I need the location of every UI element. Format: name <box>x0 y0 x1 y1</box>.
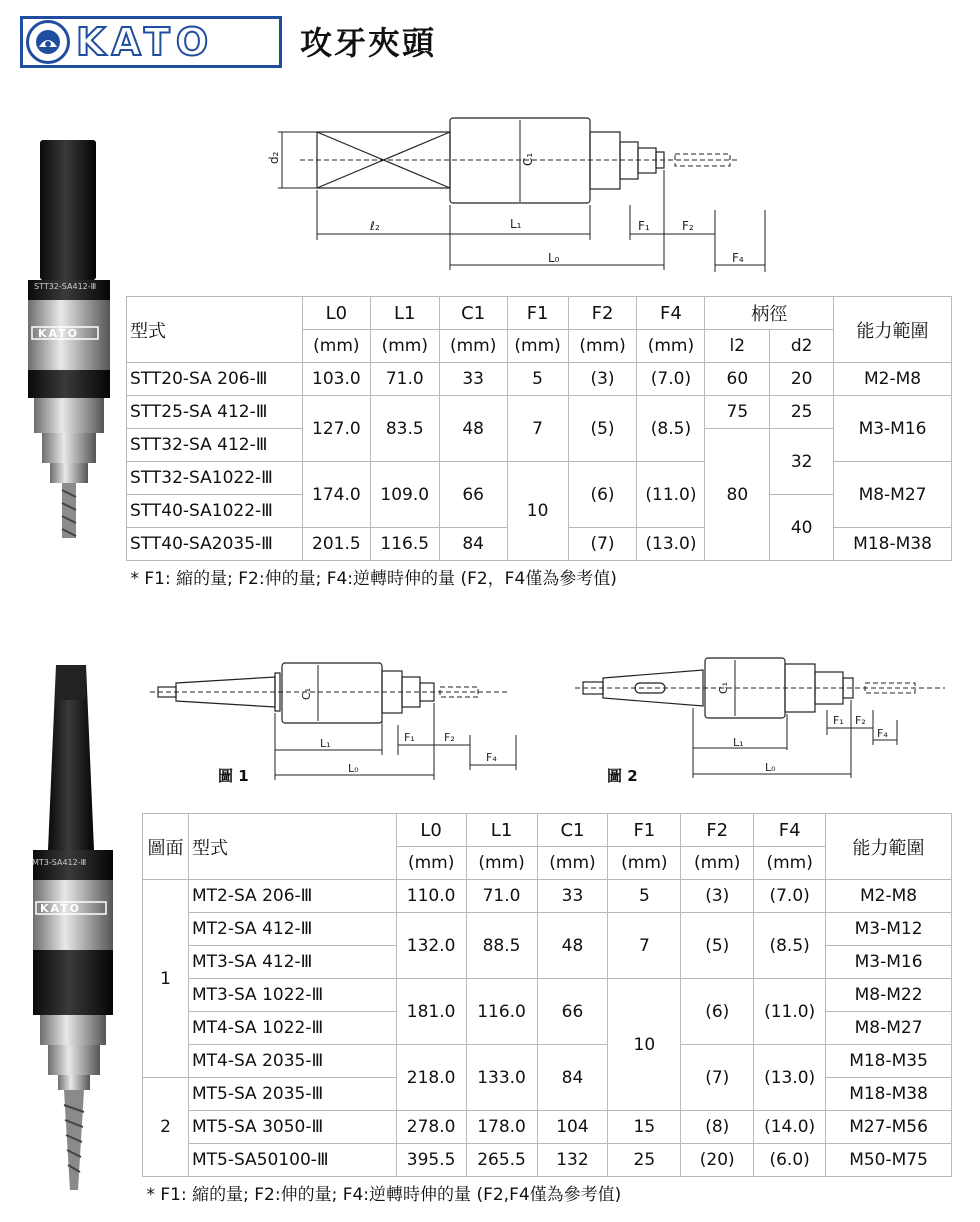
cell-L1: 116.5 <box>370 528 439 561</box>
cell-model: MT2-SA 412-Ⅲ <box>188 913 396 946</box>
cell-L0: 103.0 <box>302 363 370 396</box>
cell-F4: (14.0) <box>754 1111 826 1144</box>
unit-L1: (mm) <box>466 847 537 880</box>
cell-L0: 127.0 <box>302 396 370 462</box>
logo-emblem-icon <box>26 20 70 64</box>
cell-F1: 10 <box>608 979 681 1111</box>
cell-C1: 84 <box>537 1045 608 1111</box>
cell-F4: (8.5) <box>637 396 705 462</box>
label-C1: C₁ <box>717 681 730 694</box>
unit-F4: (mm) <box>637 330 705 363</box>
cell-F2: (7) <box>681 1045 754 1111</box>
header-F1: F1 <box>507 297 568 330</box>
product-engraving: MT3-SA412-Ⅲ <box>32 858 87 867</box>
label-C1: C₁ <box>521 152 535 166</box>
unit-L0: (mm) <box>396 847 466 880</box>
cell-L1: 265.5 <box>466 1144 537 1177</box>
cell-L0: 278.0 <box>396 1111 466 1144</box>
cell-F2: (5) <box>681 913 754 979</box>
cell-model: MT5-SA 3050-Ⅲ <box>188 1111 396 1144</box>
cell-F4: (13.0) <box>754 1045 826 1111</box>
cell-L0: 395.5 <box>396 1144 466 1177</box>
kato-logo <box>20 16 282 68</box>
header-F4: F4 <box>754 814 826 847</box>
cell-range: M8-M22 <box>826 979 952 1012</box>
header-L1: L1 <box>466 814 537 847</box>
mt-figure-2-drawing <box>575 650 955 780</box>
header-C1: C1 <box>537 814 608 847</box>
cell-d2: 20 <box>770 363 834 396</box>
cell-model: STT40-SA1022-Ⅲ <box>127 495 303 528</box>
stt-spec-table <box>126 296 952 593</box>
label-F2: F₂ <box>855 714 866 727</box>
cell-F1: 7 <box>507 396 568 462</box>
cell-range: M27-M56 <box>826 1111 952 1144</box>
table-row <box>143 979 952 1012</box>
cell-L1: 116.0 <box>466 979 537 1045</box>
cell-model: MT4-SA 1022-Ⅲ <box>188 1012 396 1045</box>
cell-model: MT3-SA 412-Ⅲ <box>188 946 396 979</box>
label-F4: F₄ <box>732 251 744 265</box>
unit-F1: (mm) <box>507 330 568 363</box>
cell-F2: (8) <box>681 1111 754 1144</box>
unit-L0: (mm) <box>302 330 370 363</box>
table-row <box>143 913 952 946</box>
header-range: 能力範圍 <box>826 814 952 880</box>
unit-F2: (mm) <box>568 330 637 363</box>
label-L0: L₀ <box>348 762 359 775</box>
header-d2: d2 <box>770 330 834 363</box>
cell-range: M2-M8 <box>826 880 952 913</box>
cell-C1: 33 <box>439 363 507 396</box>
cell-L0: 218.0 <box>396 1045 466 1111</box>
header-model: 型式 <box>127 297 303 363</box>
cell-C1: 48 <box>537 913 608 979</box>
label-l2: ℓ₂ <box>370 219 380 233</box>
cell-F2: (3) <box>568 363 637 396</box>
cell-range: M3-M12 <box>826 913 952 946</box>
header-l2: l2 <box>705 330 770 363</box>
cell-range: M50-M75 <box>826 1144 952 1177</box>
cell-range: M8-M27 <box>826 1012 952 1045</box>
header-C1: C1 <box>439 297 507 330</box>
unit-L1: (mm) <box>370 330 439 363</box>
cell-model: STT20-SA 206-Ⅲ <box>127 363 303 396</box>
cell-F1: 15 <box>608 1111 681 1144</box>
header-shank: 柄徑 <box>705 297 834 330</box>
cell-model: MT3-SA 1022-Ⅲ <box>188 979 396 1012</box>
cell-C1: 66 <box>537 979 608 1045</box>
cell-F1: 25 <box>608 1144 681 1177</box>
cell-F4: (13.0) <box>637 528 705 561</box>
cell-range: M2-M8 <box>834 363 952 396</box>
label-L1: L₁ <box>733 736 744 749</box>
cell-C1: 132 <box>537 1144 608 1177</box>
label-L1: L₁ <box>320 737 331 750</box>
label-F1: F₁ <box>638 219 650 233</box>
table-row <box>143 880 952 913</box>
cell-model: MT2-SA 206-Ⅲ <box>188 880 396 913</box>
cell-model: STT32-SA1022-Ⅲ <box>127 462 303 495</box>
cell-L1: 71.0 <box>370 363 439 396</box>
product-brand-engraving: KATO <box>38 327 80 340</box>
table-row <box>127 396 952 429</box>
label-F2: F₂ <box>444 731 455 744</box>
header-model: 型式 <box>188 814 396 880</box>
table-row <box>143 1045 952 1078</box>
cell-C1: 84 <box>439 528 507 561</box>
cell-L1: 71.0 <box>466 880 537 913</box>
figure-2-label: 圖 2 <box>607 767 638 785</box>
cell-L0: 201.5 <box>302 528 370 561</box>
cell-L1: 88.5 <box>466 913 537 979</box>
cell-d2: 32 <box>770 429 834 495</box>
header-F2: F2 <box>681 814 754 847</box>
table-note: * F1: 縮的量; F2:伸的量; F4:逆轉時伸的量 (F2,F4僅為參考值) <box>146 1185 622 1206</box>
product-engraving: STT32-SA412-Ⅲ <box>34 282 97 291</box>
cell-L0: 110.0 <box>396 880 466 913</box>
header-F1: F1 <box>608 814 681 847</box>
cell-F1: 5 <box>608 880 681 913</box>
cell-model: STT40-SA2035-Ⅲ <box>127 528 303 561</box>
unit-C1: (mm) <box>537 847 608 880</box>
cell-l2: 80 <box>705 429 770 561</box>
cell-range: M18-M35 <box>826 1045 952 1078</box>
cell-d2: 40 <box>770 495 834 561</box>
cell-range: M8-M27 <box>834 462 952 528</box>
header-L1: L1 <box>370 297 439 330</box>
table-note: * F1: 縮的量; F2:伸的量; F4:逆轉時伸的量 (F2，F4僅為參考值) <box>130 569 617 590</box>
cell-range: M18-M38 <box>834 528 952 561</box>
header-range: 能力範圍 <box>834 297 952 363</box>
label-d2: d₂ <box>267 151 281 164</box>
cell-F2: (3) <box>681 880 754 913</box>
cell-l2: 75 <box>705 396 770 429</box>
label-F4: F₄ <box>877 727 888 740</box>
cell-L1: 109.0 <box>370 462 439 528</box>
cell-F4: (8.5) <box>754 913 826 979</box>
table-row <box>143 1111 952 1144</box>
cell-C1: 48 <box>439 396 507 462</box>
header-F2: F2 <box>568 297 637 330</box>
cell-F2: (6) <box>681 979 754 1045</box>
cell-F2: (7) <box>568 528 637 561</box>
label-F1: F₁ <box>833 714 844 727</box>
header-figure: 圖面 <box>143 814 189 880</box>
cell-range: M3-M16 <box>834 396 952 462</box>
cell-L1: 178.0 <box>466 1111 537 1144</box>
label-F1: F₁ <box>404 731 415 744</box>
cell-F1: 7 <box>608 913 681 979</box>
header-L0: L0 <box>396 814 466 847</box>
cell-F4: (6.0) <box>754 1144 826 1177</box>
unit-F1: (mm) <box>608 847 681 880</box>
cell-d2: 25 <box>770 396 834 429</box>
cell-F1: 10 <box>507 462 568 561</box>
label-L1: L₁ <box>510 217 522 231</box>
label-C1: C₁ <box>300 687 313 700</box>
unit-C1: (mm) <box>439 330 507 363</box>
mt-figure-1-drawing <box>150 655 530 785</box>
cell-F2: (20) <box>681 1144 754 1177</box>
cell-F2: (5) <box>568 396 637 462</box>
cell-F4: (11.0) <box>637 462 705 528</box>
cell-L1: 83.5 <box>370 396 439 462</box>
unit-F4: (mm) <box>754 847 826 880</box>
header-F4: F4 <box>637 297 705 330</box>
cell-figure: 2 <box>143 1078 189 1177</box>
cell-model: MT5-SA 2035-Ⅲ <box>188 1078 396 1111</box>
cell-model: STT32-SA 412-Ⅲ <box>127 429 303 462</box>
cell-l2: 60 <box>705 363 770 396</box>
mt-tapping-chuck-photo <box>28 660 118 1195</box>
cell-L0: 132.0 <box>396 913 466 979</box>
cell-L0: 181.0 <box>396 979 466 1045</box>
stt-tapping-chuck-photo <box>20 135 120 545</box>
cell-figure: 1 <box>143 880 189 1078</box>
cell-model: STT25-SA 412-Ⅲ <box>127 396 303 429</box>
mt-spec-table <box>142 813 952 1209</box>
label-F4: F₄ <box>486 751 497 764</box>
table-row <box>143 1144 952 1177</box>
cell-model: MT4-SA 2035-Ⅲ <box>188 1045 396 1078</box>
label-L0: L₀ <box>765 761 776 774</box>
cell-F2: (6) <box>568 462 637 528</box>
cell-C1: 104 <box>537 1111 608 1144</box>
logo-text: KATO <box>76 20 215 64</box>
cell-F4: (7.0) <box>754 880 826 913</box>
label-L0: L₀ <box>548 251 560 265</box>
page-title: 攻牙夾頭 <box>300 24 437 62</box>
cell-model: MT5-SA50100-Ⅲ <box>188 1144 396 1177</box>
unit-F2: (mm) <box>681 847 754 880</box>
cell-F4: (7.0) <box>637 363 705 396</box>
product-brand-engraving: KATO <box>40 902 82 915</box>
figure-1-label: 圖 1 <box>218 767 249 785</box>
cell-L0: 174.0 <box>302 462 370 528</box>
stt-dimension-drawing <box>260 110 780 280</box>
cell-C1: 66 <box>439 462 507 528</box>
table-row <box>127 363 952 396</box>
cell-F1: 5 <box>507 363 568 396</box>
label-F2: F₂ <box>682 219 694 233</box>
header-L0: L0 <box>302 297 370 330</box>
cell-range: M3-M16 <box>826 946 952 979</box>
cell-C1: 33 <box>537 880 608 913</box>
cell-F4: (11.0) <box>754 979 826 1045</box>
cell-L1: 133.0 <box>466 1045 537 1111</box>
cell-range: M18-M38 <box>826 1078 952 1111</box>
